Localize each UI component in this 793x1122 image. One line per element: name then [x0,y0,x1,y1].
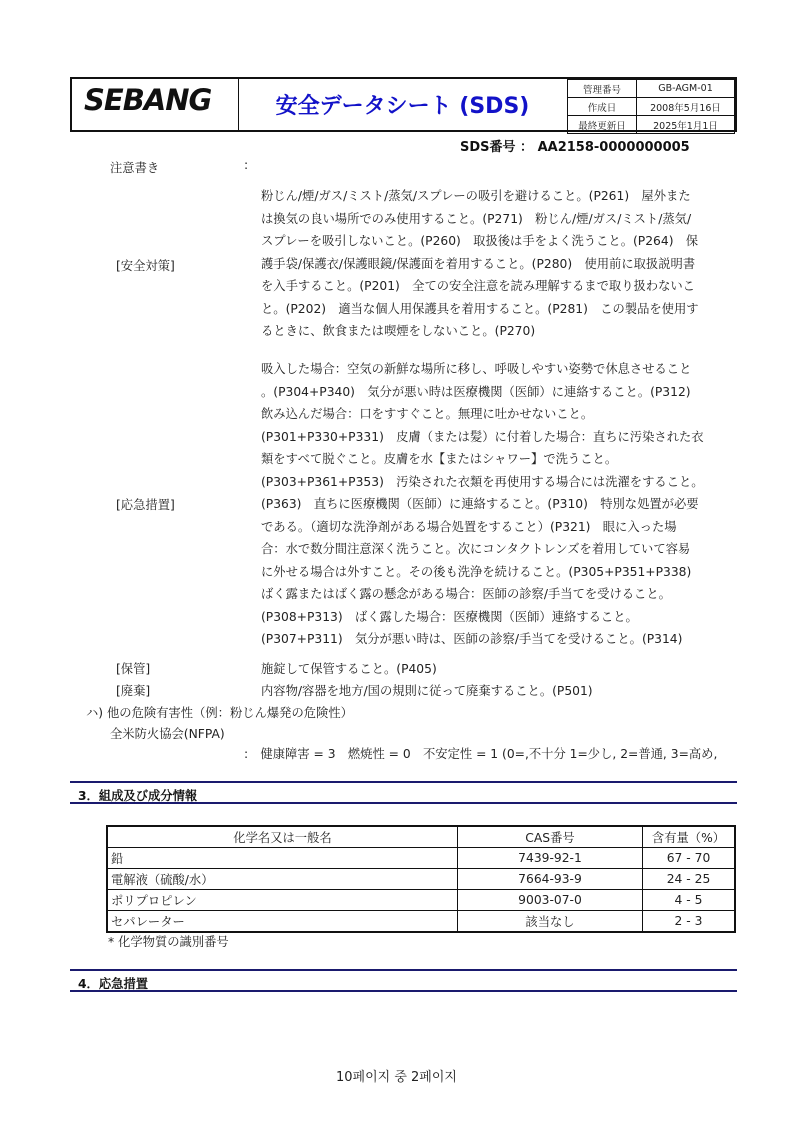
notes-label: 注意書き [110,161,160,175]
document-header [70,77,737,132]
text-line: (P308+P313) ばく露した場合：医療機関（医師）連絡すること。 [261,609,638,624]
sds-number: SDS番号 ： AA2158-0000000005 [460,140,690,155]
meta-row [568,80,735,98]
section-3-header [70,781,737,804]
column-header: CAS番号 [458,826,643,848]
meta-value: 2008年5月16日 [637,98,735,116]
section-4-title: 4．応急措置 [78,977,149,991]
text-line: を入手すること。(P201) 全ての安全注意を読み理解するまで取り扱わないこ [261,279,695,293]
title-cell [238,79,568,130]
storage-text: 施錠して保管すること。(P405) [261,662,437,676]
table-cell: セパレーター [107,911,458,933]
section-3-title: 3．組成及び成分情報 [78,789,198,803]
table-row [107,890,735,911]
text-line: 合：水で数分間注意深く洗うこと。次にコンタクトレンズを着用していて容易 [261,542,691,556]
meta-key: 最終更新日 [568,116,637,134]
table-cell: 7439-92-1 [458,848,643,869]
table-cell: 9003-07-0 [458,890,643,911]
text-line: るときに、飲食または喫煙をしないこと。(P270) [261,324,536,338]
emergency-label: [応急措置] [116,498,175,512]
table-row [107,869,735,890]
page-number: 10페이지 중 2페이지 [336,1070,457,1085]
meta-row [568,116,735,134]
text-line: 吸入した場合：空気の新鮮な場所に移し、呼吸しやすい姿勢で休息させること [261,362,692,376]
table-cell: 7664-93-9 [458,869,643,890]
text-line: スプレーを吸引しないこと。(P260) 取扱後は手をよく洗うこと。(P264) 保 [261,234,699,248]
meta-value: GB-AGM-01 [637,80,735,98]
column-header: 化学名又は一般名 [107,826,458,848]
text-line: (P363) 直ちに医療機関（医師）に連絡すること。(P310) 特別な処置が必要 [261,497,699,511]
notes-colon: : [244,158,249,172]
document-meta-table [567,79,735,134]
disposal-text: 内容物/容器を地方/国の規則に従って廃棄すること。(P501) [261,684,593,698]
table-cell: 2 - 3 [643,911,736,933]
disposal-label: [廃棄] [116,684,151,698]
text-line: と。(P202) 適当な個人用保護具を着用すること。(P281) この製品を使用す [261,301,699,316]
safety-paragraph [261,185,741,343]
text-line: 飲み込んだ場合：口をすすぐこと。無理に吐かせないこと。 [261,407,594,421]
text-line: 粉じん/煙/ガス/ミスト/蒸気/スプレーの吸引を避けること。(P261) 屋外また [261,189,691,203]
table-cell: 鉛 [107,848,458,869]
safety-label: [安全対策] [116,259,175,273]
table-footnote: * 化学物質の識別番号 [108,935,229,949]
emergency-paragraph [261,358,741,651]
text-line: 類をすべて脱ぐこと。皮膚を水【またはシャワー】で洗うこと。 [261,452,618,466]
text-line: である。（適切な洗浄剤がある場合処置をすること）(P321) 眼に入った場 [261,519,677,534]
text-line: ばく露またはばく露の懸念がある場合：医師の診察/手当てを受けること。 [261,587,671,601]
table-row [107,848,735,869]
table-cell: 4 - 5 [643,890,736,911]
other-hazard-heading: ハ) 他の危険有害性（例：粉じん爆発の危険性） [86,706,353,720]
text-line: 。(P304+P340) 気分が悪い時は医療機関（医師）に連絡すること。(P312) [261,384,691,399]
section-4-header [70,969,737,992]
meta-key: 管理番号 [568,80,637,98]
text-line: (P307+P311) 気分が悪い時は、医師の診察/手当てを受けること。(P314) [261,632,683,646]
table-row [107,911,735,933]
table-cell: 24 - 25 [643,869,736,890]
text-line: (P301+P330+P331) 皮膚（または髪）に付着した場合：直ちに汚染された衣 [261,429,704,444]
meta-row [568,98,735,116]
table-cell: 該当なし [458,911,643,933]
column-header: 含有量（%） [643,826,736,848]
document-title: 安全データシート (SDS) [275,94,530,119]
composition-table [106,825,736,933]
text-line: に外せる場合は外すこと。その後も洗浄を続けること。(P305+P351+P338) [261,564,692,579]
table-cell: 67 - 70 [643,848,736,869]
nfpa-value: : 健康障害 = 3 燃焼性 = 0 不安定性 = 1 (0=,不十分 1=少し, 2=普通, 3=高め, [244,747,718,761]
table-cell: ポリプロピレン [107,890,458,911]
nfpa-label: 全米防火協会(NFPA) [110,727,225,741]
table-cell: 電解液（硫酸/水） [107,869,458,890]
table-header-row [107,826,735,848]
logo-cell [72,79,239,130]
text-line: 護手袋/保護衣/保護眼鏡/保護面を着用すること。(P280) 使用前に取扱説明書 [261,256,696,271]
company-logo: SEBANG [84,83,212,117]
meta-key: 作成日 [568,98,637,116]
text-line: は換気の良い場所でのみ使用すること。(P271) 粉じん/煙/ガス/ミスト/蒸気/ [261,211,692,226]
text-line: (P303+P361+P353) 汚染された衣類を再使用する場合には洗濯をすること。 [261,474,704,489]
meta-value: 2025年1月1日 [637,116,735,134]
storage-label: [保管] [116,662,151,676]
